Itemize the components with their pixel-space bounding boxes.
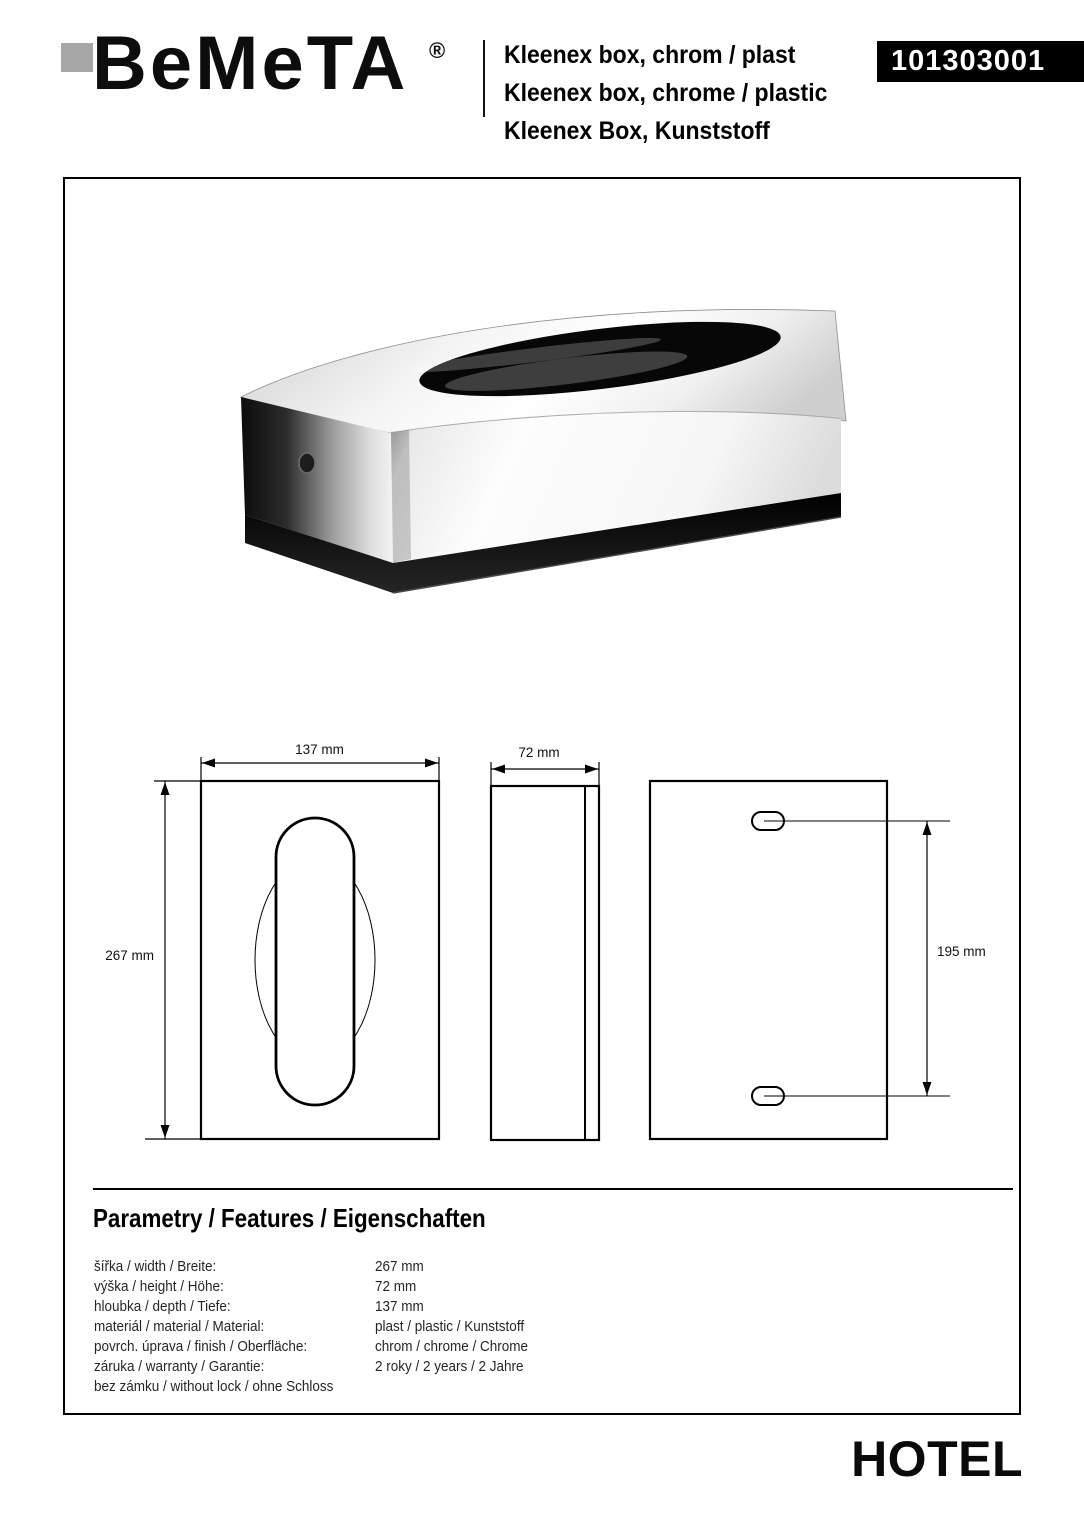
dim-label-width: 137 mm (295, 742, 344, 757)
collection-name: HOTEL (851, 1431, 1023, 1487)
product-title-de: Kleenex Box, Kunststoff (504, 117, 770, 145)
param-row-depth (65, 1298, 1005, 1318)
param-label: materiál / material / Material: (94, 1318, 265, 1335)
product-code-badge (877, 41, 1084, 82)
dim-label-height: 267 mm (105, 948, 154, 963)
param-row-warranty (65, 1358, 1005, 1378)
param-value: chrom / chrome / Chrome (375, 1338, 529, 1355)
product-titles (504, 36, 856, 150)
back-view-outline (650, 781, 887, 1139)
param-row-finish (65, 1338, 1005, 1358)
side-view-outline (491, 786, 599, 1140)
product-title-cz: Kleenex box, chrom / plast (504, 41, 796, 69)
param-row-lock (65, 1378, 1005, 1398)
param-label: bez zámku / without lock / ohne Schloss (94, 1378, 334, 1395)
registered-trademark-icon: ® (429, 38, 446, 63)
param-row-width (65, 1258, 1005, 1278)
param-value: 267 mm (375, 1258, 424, 1275)
content-frame (63, 177, 1021, 1415)
dim-label-hole-spacing: 195 mm (937, 944, 986, 959)
param-label: výška / height / Höhe: (94, 1278, 224, 1295)
param-value: 72 mm (375, 1278, 417, 1295)
param-label: povrch. úprava / finish / Oberfläche: (94, 1338, 308, 1355)
product-title-en: Kleenex box, chrome / plastic (504, 79, 828, 107)
dim-label-depth: 72 mm (518, 745, 560, 760)
param-row-material (65, 1318, 1005, 1338)
param-label: záruka / warranty / Garantie: (94, 1358, 265, 1375)
param-label: hloubka / depth / Tiefe: (94, 1298, 231, 1315)
param-row-height (65, 1278, 1005, 1298)
brand-logo-square (61, 43, 93, 72)
param-value: plast / plastic / Kunststoff (375, 1318, 525, 1335)
product-code: 101303001 (891, 45, 1046, 77)
param-value: 2 roky / 2 years / 2 Jahre (375, 1358, 524, 1375)
section-divider (93, 1188, 1013, 1190)
front-slot-capsule (276, 818, 354, 1105)
header-divider (483, 40, 485, 117)
parameters-heading: Parametry / Features / Eigenschaften (93, 1203, 486, 1233)
brand-logo: BeMeTA (92, 21, 409, 106)
param-label: šířka / width / Breite: (94, 1258, 217, 1275)
param-value: 137 mm (375, 1298, 424, 1315)
